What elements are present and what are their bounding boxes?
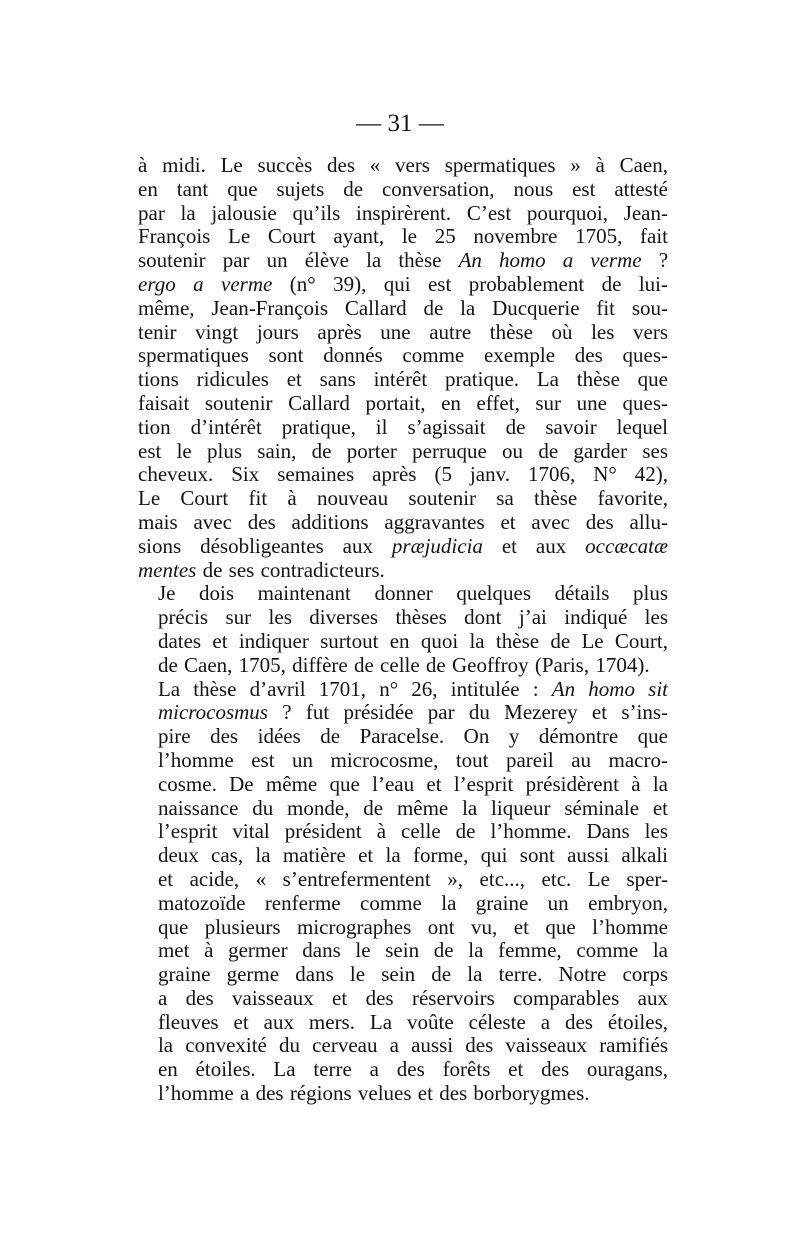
- text-segment: l’homme est un microcosme, tout pareil au macro-: [157, 747, 668, 772]
- text-segment: de Caen, 1705, diffère de celle de Geoffroy (Paris, 1704).: [157, 652, 650, 677]
- text-segment: dates et indiquer surtout en quoi la thèse de Le Court,: [157, 628, 668, 653]
- text-segment: matozoïde renferme comme la graine un embryon,: [157, 890, 668, 915]
- text-segment: La thèse d’avril 1701, n° 26, intitulée :: [157, 676, 552, 701]
- text-line: [138, 297, 668, 321]
- text-line: [138, 701, 668, 725]
- italic-text: ergo a verme: [138, 271, 273, 296]
- text-line: [138, 678, 668, 702]
- text-segment: est le plus sain, de porter perruque ou de garder ses: [138, 438, 668, 463]
- text-segment: ? fut présidée par du Mezerey et s’ins-: [267, 700, 668, 725]
- text-segment: la convexité du cerveau a aussi des vaisseaux ramifiés: [157, 1033, 668, 1058]
- text-line: [138, 392, 668, 416]
- text-line: [138, 416, 668, 440]
- italic-text: occæcatæ: [585, 533, 668, 558]
- text-segment: en étoiles. La terre a des forêts et des ouragans,: [157, 1057, 668, 1082]
- text-segment: tenir vingt jours après une autre thèse où les vers: [138, 319, 668, 344]
- text-line: [138, 511, 668, 535]
- text-line: [138, 344, 668, 368]
- text-segment: a des vaisseaux et des réservoirs comparables aux: [157, 985, 668, 1010]
- text-segment: cosme. De même que l’eau et l’esprit présidèrent à la: [157, 771, 668, 796]
- text-line: [138, 1082, 668, 1106]
- text-line: [138, 178, 668, 202]
- paragraph: [138, 154, 668, 582]
- text-line: [138, 1011, 668, 1035]
- text-segment: spermatiques sont donnés comme exemple des ques-: [138, 343, 668, 368]
- text-segment: que plusieurs micrographes ont vu, et que l’homme: [157, 914, 668, 939]
- text-segment: tions ridicules et sans intérêt pratique. La thèse que: [138, 367, 668, 392]
- paragraph: [138, 678, 668, 1106]
- text-segment: fleuves et aux mers. La voûte céleste a des étoiles,: [157, 1009, 668, 1034]
- text-segment: tion d’intérêt pratique, il s’agissait de savoir lequel: [138, 414, 668, 439]
- text-line: [138, 797, 668, 821]
- text-segment: de ses contradicteurs.: [196, 557, 385, 582]
- text-segment: sions désobligeantes aux: [138, 533, 392, 558]
- text-segment: l’homme a des régions velues et des borborygmes.: [157, 1081, 590, 1106]
- text-segment: Je dois maintenant donner quelques détails plus: [157, 581, 668, 606]
- text-line: [138, 273, 668, 297]
- text-segment: soutenir par un élève la thèse: [138, 248, 459, 273]
- text-line: [138, 368, 668, 392]
- paragraph: [138, 582, 668, 677]
- text-line: [138, 725, 668, 749]
- text-segment: Le Court fit à nouveau soutenir sa thèse favorite,: [138, 486, 668, 511]
- text-segment: cheveux. Six semaines après (5 janv. 1706, N° 42),: [138, 462, 668, 487]
- text-line: [138, 606, 668, 630]
- text-line: [138, 440, 668, 464]
- text-line: [138, 1058, 668, 1082]
- body-text: [138, 154, 668, 1106]
- text-segment: naissance du monde, de même la liqueur séminale et: [157, 795, 668, 820]
- text-line: [138, 1034, 668, 1058]
- text-line: [138, 868, 668, 892]
- text-segment: deux cas, la matière et la forme, qui sont aussi alkali: [157, 843, 668, 868]
- text-line: [138, 987, 668, 1011]
- text-line: [138, 749, 668, 773]
- text-segment: l’esprit vital président à celle de l’homme. Dans les: [157, 819, 668, 844]
- text-segment: mais avec des additions aggravantes et avec des allu-: [138, 509, 668, 534]
- text-line: [138, 916, 668, 940]
- text-line: [138, 249, 668, 273]
- text-line: [138, 820, 668, 844]
- text-segment: même, Jean-François Callard de la Ducquerie fit sou-: [138, 295, 668, 320]
- text-line: [138, 487, 668, 511]
- text-line: [138, 463, 668, 487]
- text-line: [138, 630, 668, 654]
- text-line: [138, 939, 668, 963]
- text-segment: François Le Court ayant, le 25 novembre 1705, fait: [138, 224, 668, 249]
- text-segment: ?: [641, 248, 669, 273]
- text-line: [138, 321, 668, 345]
- text-segment: précis sur les diverses thèses dont j’ai indiqué les: [157, 605, 668, 630]
- italic-text: An homo a verme: [458, 248, 642, 273]
- text-segment: graine germe dans le sein de la terre. Notre corps: [157, 962, 668, 987]
- text-segment: met à germer dans le sein de la femme, comme la: [157, 938, 668, 963]
- text-segment: et aux: [482, 533, 586, 558]
- text-segment: et acide, « s’entrefermentent », etc..., etc. Le sper-: [157, 866, 668, 891]
- text-segment: pire des idées de Paracelse. On y démontre que: [157, 724, 668, 749]
- text-segment: en tant que sujets de conversation, nous est attesté: [138, 176, 668, 201]
- text-line: [138, 963, 668, 987]
- text-segment: à midi. Le succès des « vers spermatiques » à Caen,: [138, 153, 668, 177]
- text-segment: (n° 39), qui est probablement de lui-: [272, 271, 669, 296]
- italic-text: microcosmus: [157, 700, 268, 725]
- text-line: [138, 225, 668, 249]
- italic-text: An homo sit: [551, 676, 668, 701]
- text-line: [138, 844, 668, 868]
- text-line: [138, 202, 668, 226]
- text-line: [138, 154, 668, 178]
- text-line: [138, 535, 668, 559]
- text-line: [138, 559, 668, 583]
- text-line: [138, 654, 668, 678]
- text-line: [138, 582, 668, 606]
- italic-text: præjudicia: [391, 533, 483, 558]
- text-segment: faisait soutenir Callard portait, en effet, sur une ques-: [138, 390, 668, 415]
- page-number: — 31 —: [356, 110, 444, 137]
- italic-text: mentes: [138, 557, 197, 582]
- text-segment: par la jalousie qu’ils inspirèrent. C’est pourquoi, Jean-: [138, 200, 668, 225]
- text-line: [138, 892, 668, 916]
- text-line: [138, 773, 668, 797]
